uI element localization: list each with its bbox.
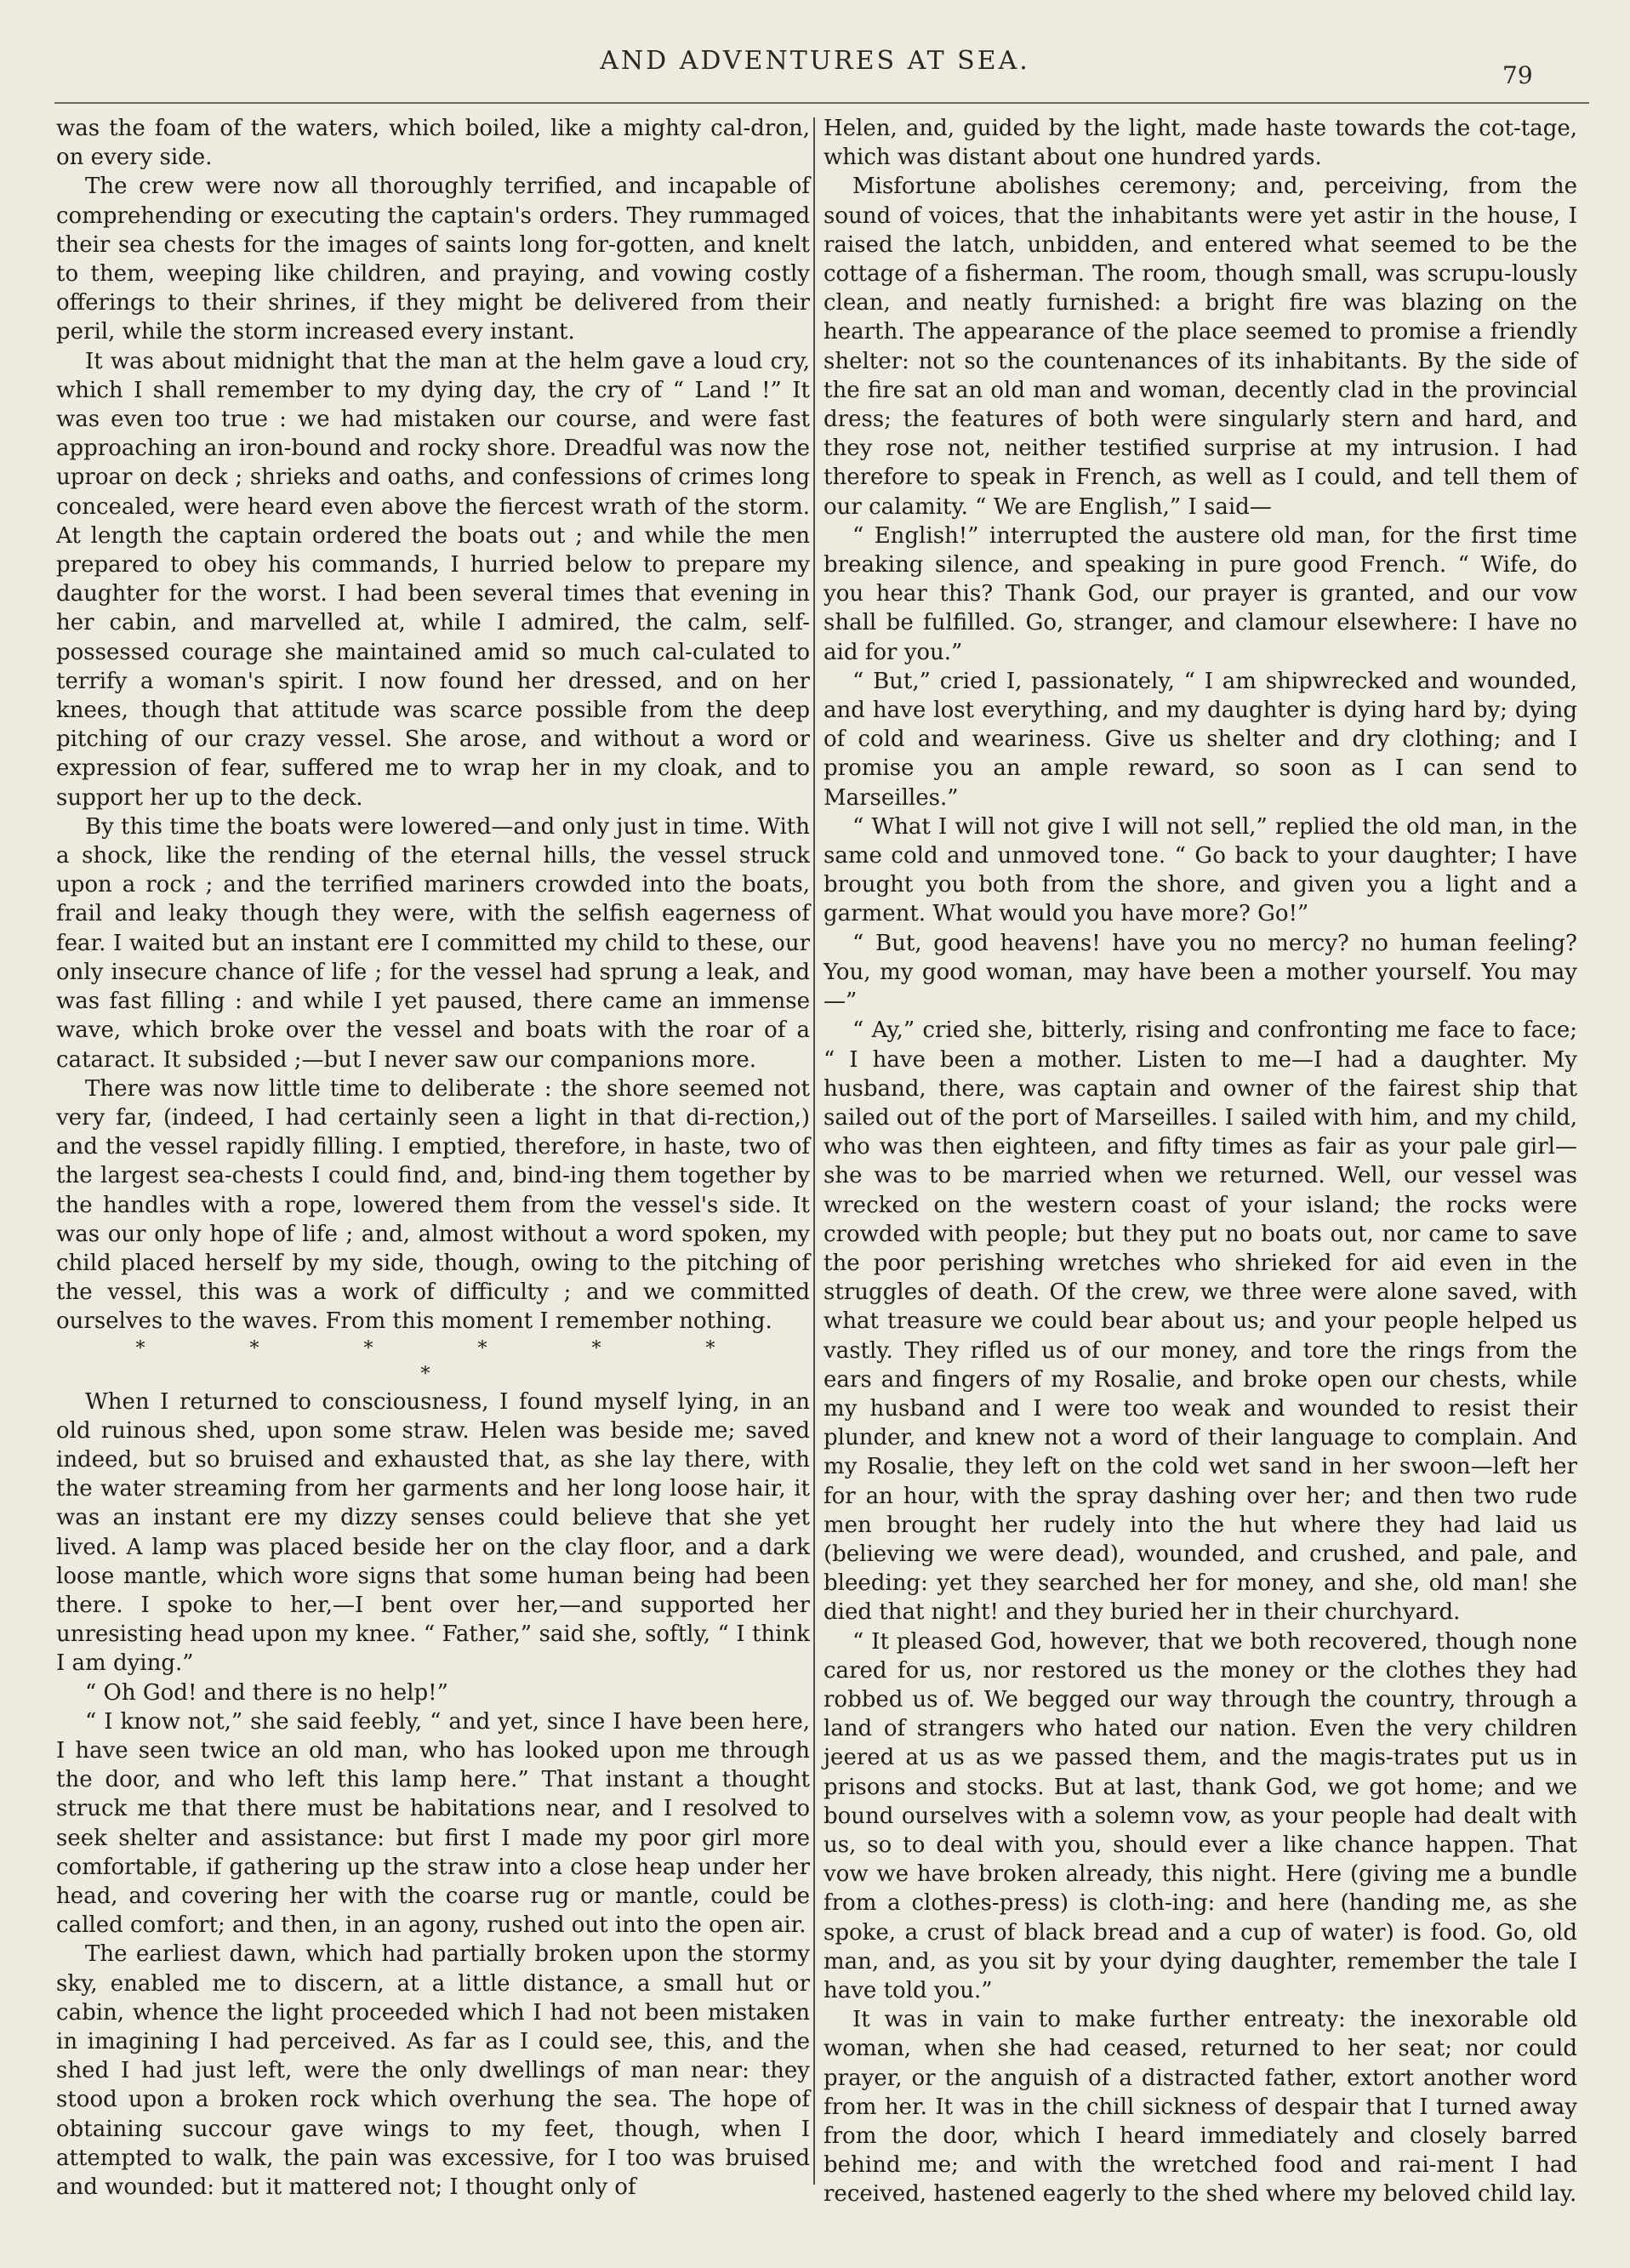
paragraph: By this time the boats were lowered—and only just in time. With a shock, like the rending of the eternal hills, the vessel struck upon a rock ; and the terrified mariners crowded into the boats, frail and leaky though they were, with the selfish eagerness of fear. I waited but an instant ere I committed my child to these, our only insecure chance of life ; for the vessel had sprung a leak, and was fast filling : and while I yet paused, there came an immense wave, which broke over the vessel and boats with the roar of a cataract. It subsided ;—but I never saw our companions more. [56,813,810,1073]
column-divider [813,117,815,2185]
paragraph: The earliest dawn, which had partially broken upon the stormy sky, enabled me to discern, at a little distance, a small hut or cabin, whence the light proceeded which I had not been mistaken in imagining I had perceived. As far as I could see, this, and the shed I had just left, were the only dwellings of man near: they stood upon a broken rock which overhung the sea. The hope of obtaining succour gave wings to my feet, though, when I attempted to walk, the pain was excessive, for I too was bruised and wounded: but it mattered not; I thought only of [56,1941,810,2201]
paragraph: There was now little time to deliberate : the shore seemed not very far, (indeed, I had certainly seen a light in that di-rection,) and the vessel rapidly filling. I emptied, therefore, in haste, two of the largest sea-chests I could find, and, bind-ing them together by the handles with a rope, lowered them from the vessel's side. It was our only hope of life ; and, almost without a word spoken, my child placed herself by my side, though, owing to the pitching of the vessel, this was a work of difficulty ; and we committed ourselves to the waves. From this moment I remember nothing. [56,1075,810,1335]
paragraph: It was in vain to make further entreaty: the inexorable old woman, when she had ceased, returned to her seat; nor could prayer, or the anguish of a distracted father, extort another word from her. It was in the chill sickness of despair that I turned away from the door, which I heard immediately and closely barred behind me; and with the wretched food and rai-ment I had received, hastened eagerly to the shed where my beloved child lay. [824,2007,1577,2208]
paragraph: “ Ay,” cried she, bitterly, rising and confronting me face to face; “ I have been a mother. Listen to me—I had a daughter. My husband, there, was captain and owner of the fairest ship that sailed out of the port of Marseilles. I sailed with him, and my child, who was then eighteen, and fifty times as fair as your pale girl—she was to be married when we returned. Well, our vessel was wrecked on the western coast of your island; the rocks were crowded with people; but they put no boats out, nor came to save the poor perishing wretches who shrieked for aid even in the struggles of death. Of the crew, we three were alone saved, with what treasure we could bear about us; and your people helped us vastly. They rifled us of our money, and tore the rings from the ears and fingers of my Rosalie, and broke open our chests, while my husband and I were too weak and wounded to resist their plunder, and knew not a word of their language to complain. And my Rosalie, they left on the cold wet sand in her swoon—left her for an hour, with the spray dashing over her; and then two rude men brought her rudely into the hut where they had laid us (believing we were dead), wounded, and crushed, and pale, and bleeding: yet they searched her for money, and she, old man! she died that night! and they buried her in their churchyard. [824,1017,1577,1626]
paragraph: The crew were now all thoroughly terrified, and incapable of comprehending or executing the captain's orders. They rummaged their sea chests for the images of saints long for-gotten, and knelt to them, weeping like children, and praying, and vowing costly offerings to their shrines, if they might be delivered from their peril, while the storm increased every instant. [56,174,810,345]
right-column [824,114,1577,2208]
paragraph: Misfortune abolishes ceremony; and, perceiving, from the sound of voices, that the inhabitants were yet astir in the house, I raised the latch, unbidden, and entered what seemed to be the cottage of a fisherman. The room, though small, was scrupu-lously clean, and neatly furnished: a bright fire was blazing on the hearth. The appearance of the place seemed to promise a friendly shelter: not so the countenances of its inhabitants. By the side of the fire sat an old man and woman, decently clad in the provincial dress; the features of both were singularly stern and hard, and they rose not, neither testified surprise at my intrusion. I had therefore to speak in French, as well as I could, and tell them of our calamity. “ We are English,” I said— [824,174,1577,520]
page-number: 79 [1502,61,1533,89]
paragraph: “ It pleased God, however, that we both recovered, though none cared for us, nor restored us the money or the clothes they had robbed us of. We begged our way through the country, through a land of strangers who hated our nation. Even the very children jeered at us as we passed them, and the magis-trates put us in prisons and stocks. But at last, thank God, we got home; and we bound ourselves with a solemn vow, as your people had dealt with us, so to deal with you, should ever a like chance happen. That vow we have broken already, this night. Here (giving me a bundle from a clothes-press) is cloth-ing: and here (handing me, as she spoke, a crust of black bread and a cup of water) is food. Go, old man, and, as you sit by your dying daughter, remember the tale I have told you.” [824,1628,1577,2003]
paragraph: “ But, good heavens! have you no mercy? no human feeling? You, my good woman, may have been a mother yourself. You may—” [824,930,1577,1015]
paragraph: It was about midnight that the man at the helm gave a loud cry, which I shall remember to my dying day, the cry of “ Land !” It was even too true : we had mistaken our course, and were fast approaching an iron-bound and rocky shore. Dreadful was now the uproar on deck ; shrieks and oaths, and confessions of crimes long concealed, were heard even above the fiercest wrath of the storm. At length the captain ordered the boats out ; and while the men prepared to obey his commands, I hurried below to prepare my daughter for the worst. I had been several times that evening in her cabin, and marvelled at, while I admired, the calm, self-possessed courage she maintained amid so much cal-culated to terrify a woman's spirit. I now found her dressed, and on her knees, though that attitude was scarce possible from the deep pitching of our crazy vessel. She arose, and without a word or expression of fear, suffered me to wrap her in my cloak, and to support her up to the deck. [56,348,810,811]
header-rule [54,102,1589,104]
paragraph: “ Oh God! and there is no help!” [85,1679,448,1706]
left-column [56,114,810,2201]
paragraph: When I returned to consciousness, I found myself lying, in an old ruinous shed, upon some straw. Helen was beside me; saved indeed, but so bruised and exhausted that, as she lay there, with the water streaming from her garments and her long loose hair, it was an instant ere my dizzy senses could believe that she yet lived. A lamp was placed beside her on the clay floor, and a dark loose mantle, which wore signs that some human being had been there. I spoke to her,—I bent over her,—and supported her unresisting head upon my knee. “ Father,” said she, softly, “ I think I am dying.” [56,1388,810,1677]
paragraph: was the foam of the waters, which boiled, like a mighty cal-dron, on every side. [56,116,810,171]
paragraph: “ I know not,” she said feebly, “ and yet, since I have been here, I have seen twice an old man, who has looked upon me through the door, and who left this lamp here.” That instant a thought struck me that there must be habitations near, and I resolved to seek shelter and assistance: but first I made my poor girl more comfortable, if gathering up the straw into a close heap under her head, and covering her with the coarse rug or mantle, could be called comfort; and then, in an agony, rushed out into the open air. [56,1708,810,1939]
paragraph: “ But,” cried I, passionately, “ I am shipwrecked and wounded, and have lost everything, and my daughter is dying hard by; dying of cold and weariness. Give us shelter and dry clothing; and I promise you an ample reward, so soon as I can send to Marseilles.” [824,668,1577,811]
paragraph: Helen, and, guided by the light, made haste towards the cot-tage, which was distant about one hundred yards. [824,116,1577,171]
running-title: AND ADVENTURES AT SEA. [600,46,1030,76]
section-separator: * * * * * * * [135,1337,765,1385]
paragraph: “ What I will not give I will not sell,” replied the old man, in the same cold and unmoved tone. “ Go back to your daughter; I have brought you both from the shore, and given you a light and a garment. What would you have more? Go!” [824,813,1577,927]
paragraph: “ English!” interrupted the austere old man, for the first time breaking silence, and speaking in pure good French. “ Wife, do you hear this? Thank God, our prayer is granted, and our vow shall be fulfilled. Go, stranger, and clamour elsewhere: I have no aid for you.” [824,522,1577,665]
